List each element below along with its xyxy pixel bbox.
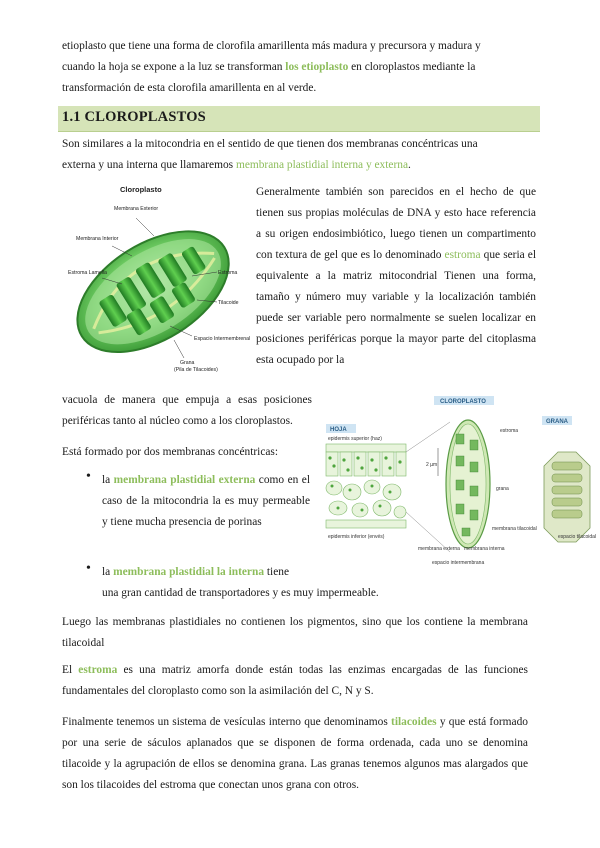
section-heading xyxy=(58,106,540,132)
list-item-text: como en el caso de la mitocondria la es muy permeable y tiene mucha presencia de porinas xyxy=(102,474,310,528)
paragraph-4: Está formado por dos membranas concéntricas: xyxy=(62,446,279,458)
highlight-etioplasto: los etioplasto xyxy=(285,61,349,73)
intro-text-post: en cloroplastos mediante la xyxy=(348,61,476,73)
fig2-label-estroma: estroma xyxy=(500,428,519,434)
paragraph-5: Luego las membranas plastidiales no contienen los pigmentos, sino que los contiene la membrana tilacoidal xyxy=(62,616,528,649)
fig1-label-membrana-interior: Membrana Interior xyxy=(76,236,119,242)
fig2-label-espacio-intermembrana: espacio intermembrana xyxy=(432,560,485,566)
intro-text: cuando la hoja se expone a la luz se transforman xyxy=(62,61,286,73)
highlight-membrana: membrana plastidial interna y externa xyxy=(235,159,409,171)
intro-line-3: transformación de esta clorofila amarillenta en al verde. xyxy=(62,82,317,94)
p1-text-post: . xyxy=(408,159,411,171)
paragraph-1-line-1: Son similares a la mitocondria en el sentido de que tienen dos membranas concéntricas una xyxy=(62,138,478,150)
highlight-membrana-interna: membrana plastidial la interna xyxy=(113,566,265,578)
intro-line-1: etioplasto que tiene una forma de clorofila amarillenta más madura y precursora y madura y xyxy=(62,40,481,52)
fig2-label-membrana-interna: membrana interna xyxy=(464,546,505,552)
highlight-estroma: estroma xyxy=(78,664,118,676)
highlight-estroma: estroma xyxy=(444,249,481,261)
p7-text: Finalmente tenemos un sistema de vesículas interno que denominamos xyxy=(62,716,392,728)
list-item-continuation: una gran cantidad de transportadores y es muy impermeable. xyxy=(102,587,379,599)
leaf-chloroplast-grana-diagram xyxy=(320,392,596,572)
list-item-text: tiene xyxy=(264,566,289,578)
p7-text-post: y que está formado por una serie de sáculos aplanados que se disponen de forma ordenada, cada uno se denomina tilacoide y la agrupación de ellos se denomina grana. Las granas tenemos algunos mas alargados que son los tilacoides del estroma que conectan unos grana con otros. xyxy=(62,716,528,791)
fig2-label-grana: grana xyxy=(496,486,509,492)
fig1-title: Cloroplasto xyxy=(120,185,162,194)
fig2-header-center: CLOROPLASTO xyxy=(440,399,486,405)
p2-text-1: Generalmente también son parecidos en el hecho de que tienen sus propias moléculas de DNA y esto hace referencia a su origen endosimbiótico, luego tienen un compartimento con textura de gel que es lo denominado xyxy=(256,186,536,261)
fig2-label-membrana-externa: membrana externa xyxy=(418,546,460,552)
list-item-prefix: la xyxy=(102,474,114,486)
fig2-label-2um: 2 µm xyxy=(426,462,438,468)
fig2-label-epidermis-superior: epidermis superior (haz) xyxy=(328,436,382,442)
fig1-label-membrana-exterior: Membrana Exterior xyxy=(114,206,159,212)
paragraph-3: vacuola de manera que empuja a esas posiciones periféricas tanto al núcleo como a los cloroplastos. xyxy=(62,394,312,427)
chloroplast-diagram xyxy=(62,180,250,380)
section-title: 1.1 CLOROPLASTOS xyxy=(62,109,206,125)
fig1-label-pila: (Pila de Tilacoides) xyxy=(174,367,218,373)
fig2-header-left: HOJA xyxy=(330,427,347,433)
fig1-label-estroma: Estroma xyxy=(218,270,238,276)
p2-text-2: que seria el equivalente a la matriz mitocondrial Tienen una forma, tamaño y número muy variable y la localización también puede ser variable pero normalmente se suelen localizar en posiciones periféricas porque la mayor parte del citoplasma esta ocupado por la xyxy=(256,249,536,366)
fig2-label-epidermis-inferior: epidermis inferior (envés) xyxy=(328,534,385,540)
highlight-membrana-externa: membrana plastidial externa xyxy=(113,474,256,486)
bullet-icon: • xyxy=(86,561,91,576)
intro-line-2 xyxy=(62,57,528,78)
fig1-label-estroma-lamella: Estroma Lamella xyxy=(68,270,107,276)
fig1-label-tilacoide: Tilacoide xyxy=(218,300,239,306)
fig1-label-espacio: Espacio Intermembrenal xyxy=(194,336,250,342)
p6-text-post: es una matriz amorfa donde están todas las enzimas encargadas de las funciones fundamentales del cloroplasto como son la asimilación del C, N y S. xyxy=(62,664,528,697)
fig1-label-grana: Grana xyxy=(180,360,195,366)
fig2-label-membrana-tilacoidal: membrana tilacoidal xyxy=(492,526,537,532)
list-item xyxy=(102,470,310,533)
list-item-prefix: la xyxy=(102,566,114,578)
paragraph-7 xyxy=(62,712,528,796)
fig2-header-right: GRANA xyxy=(546,419,568,425)
fig2-label-espacio-tilacoidal: espacio tilacoidal xyxy=(558,534,596,540)
paragraph-1-line-2 xyxy=(62,155,528,176)
bullet-icon: • xyxy=(86,469,91,484)
paragraph-6 xyxy=(62,660,528,702)
p1-text: externa y una interna que llamaremos xyxy=(62,159,236,171)
paragraph-2 xyxy=(256,182,536,371)
list-item xyxy=(102,562,310,583)
p6-text: El xyxy=(62,664,79,676)
highlight-tilacoides: tilacoides xyxy=(391,716,437,728)
